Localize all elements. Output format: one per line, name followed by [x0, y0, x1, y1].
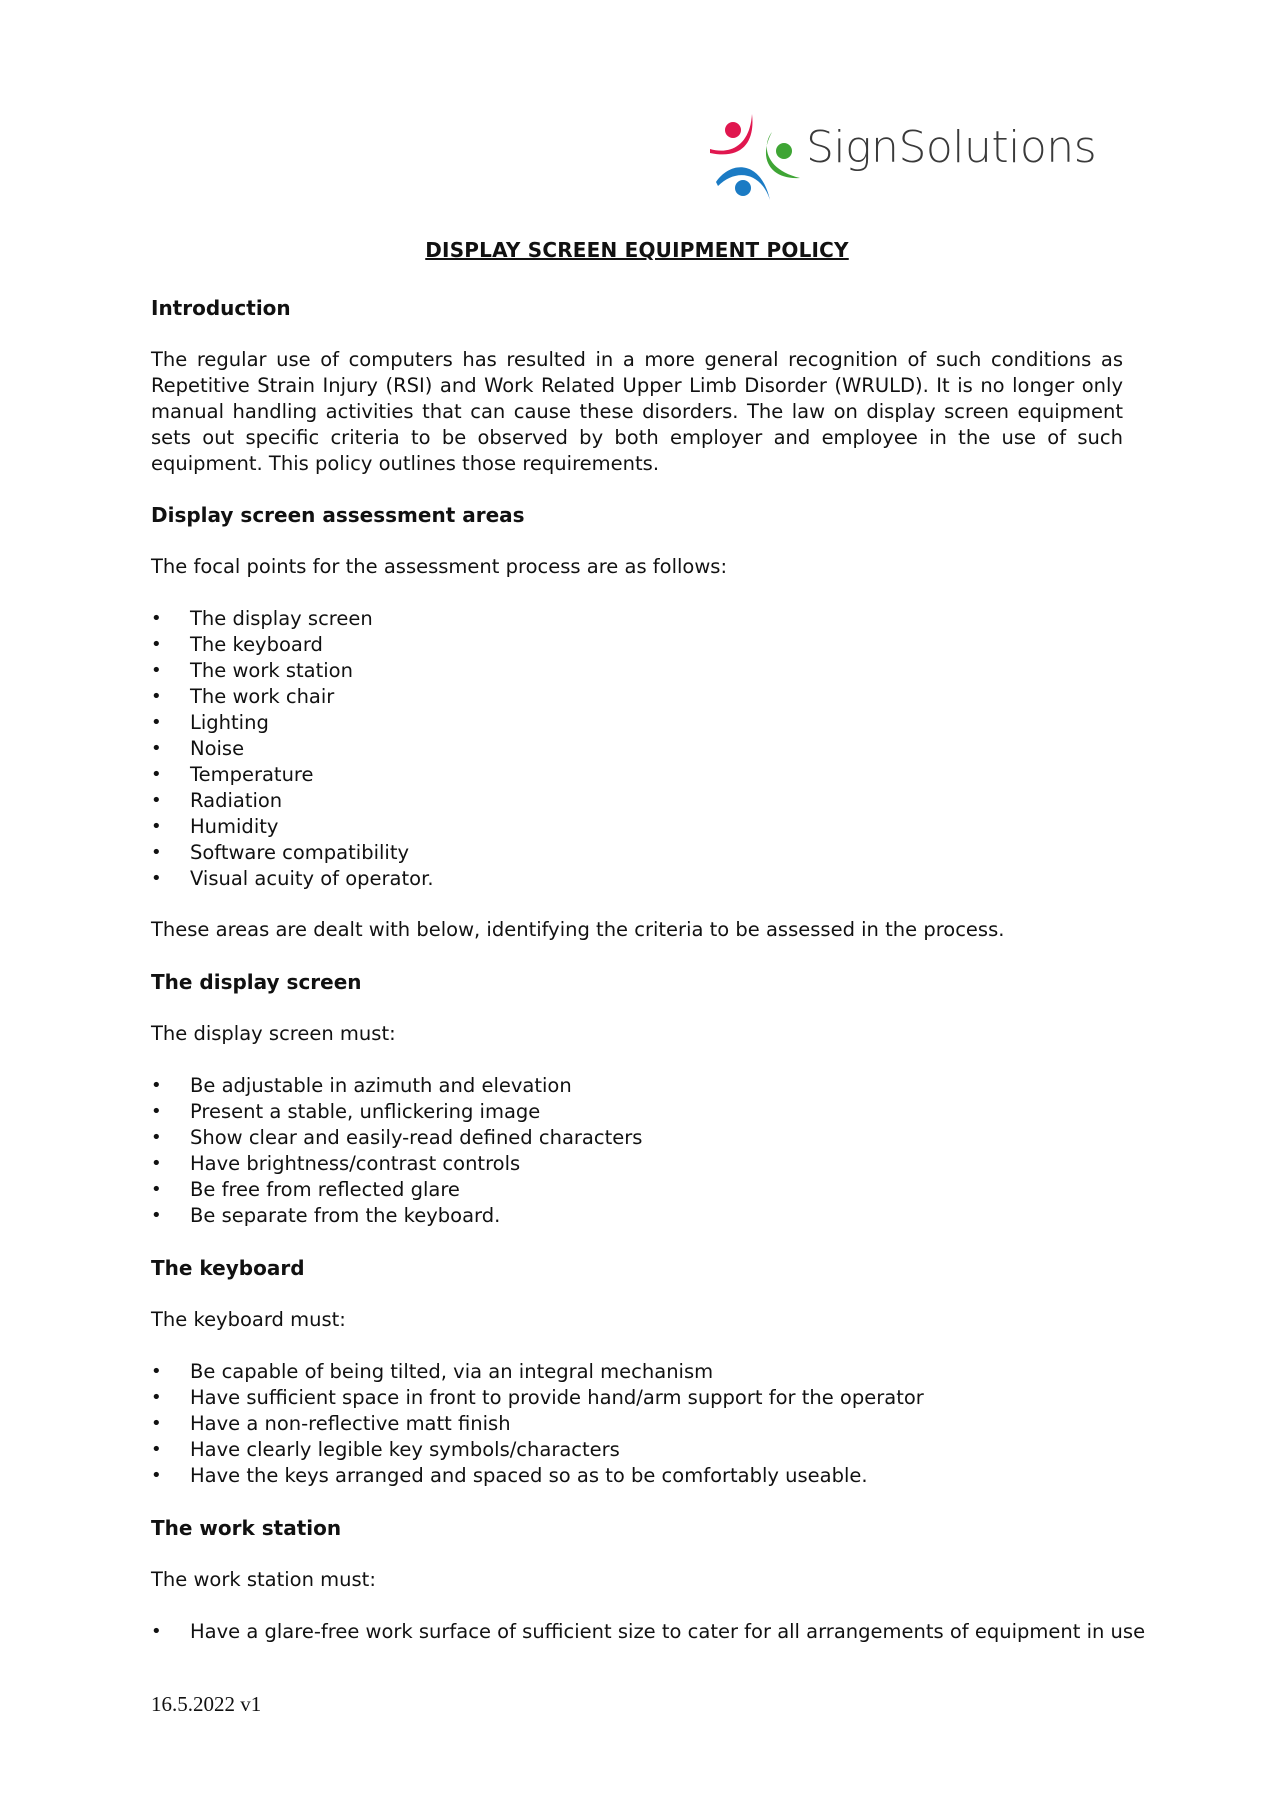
work-station-list	[151, 1619, 1145, 1645]
list-item: • Visual acuity of operator.	[151, 866, 434, 892]
list-item: • Radiation	[151, 788, 434, 814]
section-heading-introduction: Introduction	[151, 296, 291, 320]
company-logo	[706, 100, 1116, 210]
list-item: • Temperature	[151, 762, 434, 788]
display-screen-list	[151, 1073, 642, 1229]
list-item: • The work chair	[151, 684, 434, 710]
list-item: • The work station	[151, 658, 434, 684]
document-title: DISPLAY SCREEN EQUIPMENT POLICY	[425, 238, 849, 262]
keyboard-list	[151, 1359, 924, 1489]
display-screen-intro: The display screen must:	[151, 1022, 396, 1045]
section-heading-display-screen: The display screen	[151, 970, 362, 994]
list-item: • The display screen	[151, 606, 434, 632]
list-item: • Be free from reflected glare	[151, 1177, 642, 1203]
list-item: • Have the keys arranged and spaced so as to be comfortably useable.	[151, 1463, 924, 1489]
list-item: • The keyboard	[151, 632, 434, 658]
list-item: • Lighting	[151, 710, 434, 736]
list-item: • Noise	[151, 736, 434, 762]
list-item: • Software compatibility	[151, 840, 434, 866]
people-logo-icon	[706, 100, 806, 210]
assessment-intro: The focal points for the assessment process are as follows:	[151, 555, 728, 578]
list-item: • Have clearly legible key symbols/characters	[151, 1437, 924, 1463]
introduction-paragraph: The regular use of computers has resulted in a more general recognition of such conditions as Repetitive Strain Injury (RSI) and Work Related Upper Limb Disorder (WRULD). It is no longer only manual handling activities that can cause these disorders. The law on display screen equipment sets out specific criteria to be observed by both employer and employee in the use of such equipment. This policy outlines those requirements.	[151, 348, 1123, 475]
assessment-outro: These areas are dealt with below, identifying the criteria to be assessed in the process.	[151, 918, 1005, 941]
assessment-areas-list	[151, 606, 434, 892]
list-item: • Have brightness/contrast controls	[151, 1151, 642, 1177]
list-item: • Humidity	[151, 814, 434, 840]
logo-text: SignSolutions	[806, 122, 1097, 173]
section-heading-work-station: The work station	[151, 1516, 342, 1540]
list-item: • Be capable of being tilted, via an integral mechanism	[151, 1359, 924, 1385]
list-item: • Have a glare-free work surface of sufficient size to cater for all arrangements of equipment in use	[151, 1619, 1145, 1645]
footer-version: 16.5.2022 v1	[151, 1692, 262, 1716]
list-item: • Have a non-reflective matt finish	[151, 1411, 924, 1437]
list-item: • Have sufficient space in front to provide hand/arm support for the operator	[151, 1385, 924, 1411]
work-station-intro: The work station must:	[151, 1568, 376, 1591]
list-item: • Be adjustable in azimuth and elevation	[151, 1073, 642, 1099]
list-item: • Present a stable, unflickering image	[151, 1099, 642, 1125]
list-item: • Be separate from the keyboard.	[151, 1203, 642, 1229]
section-heading-assessment-areas: Display screen assessment areas	[151, 503, 525, 527]
section-heading-keyboard: The keyboard	[151, 1256, 305, 1280]
keyboard-intro: The keyboard must:	[151, 1308, 346, 1331]
list-item: • Show clear and easily-read defined characters	[151, 1125, 642, 1151]
